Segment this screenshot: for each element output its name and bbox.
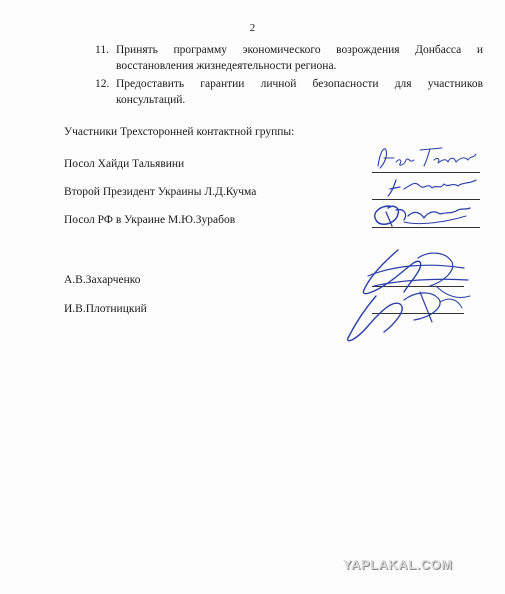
signature-kuchma (388, 180, 476, 196)
signature-tagliavini (378, 148, 476, 168)
watermark: YAPLAKAL.COM (343, 557, 453, 572)
signature-zurabov (375, 206, 470, 226)
signature-line-zakharchenko (372, 286, 464, 287)
signature-line-kuchma (372, 199, 480, 200)
list-item-12 (95, 76, 483, 108)
signature-line-zurabov (372, 227, 480, 228)
signature-plotnitsky (348, 292, 462, 341)
signatory-plotnitsky: И.В.Плотницкий (64, 303, 147, 315)
page-number: 2 (249, 22, 256, 34)
signature-line-tagliavini (372, 172, 480, 173)
participant-kuchma: Второй Президент Украины Л.Д.Кучма (64, 186, 257, 198)
signature-zakharchenko (363, 250, 470, 298)
participants-header: Участники Трехсторонней контактной группы: (64, 126, 295, 138)
list-item-11 (95, 42, 483, 74)
list-item-text: Принять программу экономического возрождения Донбасса и восстановления жизнедеятельности региона. (116, 44, 483, 72)
list-item-number: 11. (95, 44, 109, 56)
list-item-text: Предоставить гарантии личной безопасности для участников консультаций. (116, 78, 483, 106)
signatory-zakharchenko: А.В.Захарченко (64, 274, 141, 286)
participant-tagliavini: Посол Хайди Тальявини (64, 158, 185, 170)
participant-zurabov: Посол РФ в Украине М.Ю.Зурабов (64, 214, 236, 226)
list-item-number: 12. (95, 78, 110, 90)
signature-line-plotnitsky (372, 313, 464, 314)
